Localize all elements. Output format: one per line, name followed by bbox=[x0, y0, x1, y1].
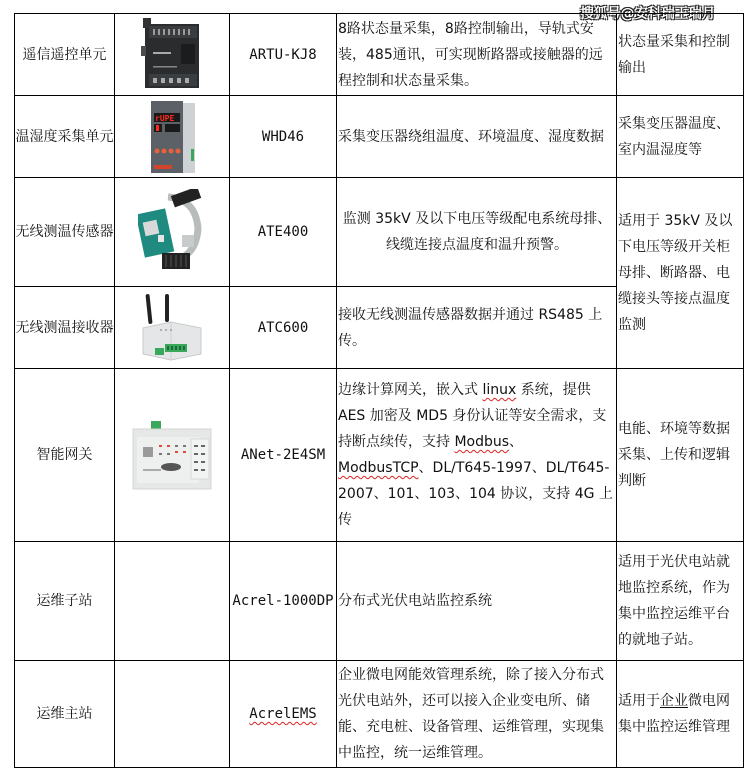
spellcheck-word: Modbus bbox=[454, 434, 510, 450]
product-image-cell bbox=[115, 178, 230, 287]
spellcheck-word: AcrelEMS bbox=[249, 706, 317, 722]
device-name: 运维主站 bbox=[15, 661, 115, 768]
table-row bbox=[15, 178, 744, 287]
description: 接收无线测温传感器数据并通过 RS485 上传。 bbox=[337, 287, 617, 369]
description-text: 边缘计算网关，嵌入式 bbox=[338, 382, 483, 398]
function: 状态量采集和控制输出 bbox=[617, 14, 744, 96]
table-row bbox=[15, 661, 744, 768]
product-image-cell bbox=[115, 287, 230, 369]
description: 8路状态量采集，8路控制输出，导轨式安装，485通讯，可实现断路器或接触器的远程控制和状态量采集。 bbox=[337, 14, 617, 96]
function: 适用于 35kV 及以下电压等级开关柜母排、断路器、电缆接头等接点温度监测 bbox=[617, 178, 744, 369]
function: 适用于光伏电站就地监控系统，作为集中监控运维平台的就地子站。 bbox=[617, 542, 744, 661]
model-number: WHD46 bbox=[230, 96, 337, 178]
product-image-cell bbox=[115, 14, 230, 96]
table-row bbox=[15, 542, 744, 661]
panel-meter-display-icon bbox=[147, 99, 197, 175]
table-row bbox=[15, 96, 744, 178]
product-image-cell-empty bbox=[115, 542, 230, 661]
smart-gateway-din-icon bbox=[129, 417, 215, 493]
meter-display-text: rUPE bbox=[155, 113, 175, 123]
wireless-temperature-sensor-clamp-icon bbox=[138, 189, 206, 275]
spellcheck-word: linux bbox=[482, 382, 517, 398]
description: 监测 35kV 及以下电压等级配电系统母排、线缆连接点温度和温升预警。 bbox=[337, 178, 617, 287]
description-text: 系统，提供 AES 加密及 MD5 身份认证等安全需求，支持断点续传，支持 bbox=[338, 382, 607, 450]
description: 采集变压器绕组温度、环境温度、湿度数据 bbox=[337, 96, 617, 178]
device-name: 温湿度采集单元 bbox=[15, 96, 115, 178]
watermark: 搜狐号@安科瑞王瑞月 bbox=[580, 6, 715, 22]
table-row bbox=[15, 369, 744, 542]
product-image-cell bbox=[115, 369, 230, 542]
description-text: 、 bbox=[509, 434, 524, 450]
function-text: 适用于 bbox=[618, 693, 660, 709]
model-number: ANet-2E4SM bbox=[230, 369, 337, 542]
device-name: 无线测温传感器 bbox=[15, 178, 115, 287]
description: 企业微电网能效管理系统，除了接入分布式光伏电站外，还可以接入企业变电所、储能、充电桩、设备管理、运维管理，实现集中监控，统一运维管理。 bbox=[337, 661, 617, 768]
product-image-cell-empty bbox=[115, 661, 230, 768]
model-number: ATC600 bbox=[230, 287, 337, 369]
description: 分布式光伏电站监控系统 bbox=[337, 542, 617, 661]
device-name: 运维子站 bbox=[15, 542, 115, 661]
device-name: 遥信遥控单元 bbox=[15, 14, 115, 96]
table-row bbox=[15, 14, 744, 96]
wireless-receiver-antenna-icon bbox=[139, 294, 205, 362]
model-number bbox=[230, 661, 337, 768]
function bbox=[617, 661, 744, 768]
spellcheck-word: ModbusTCP bbox=[338, 460, 419, 476]
product-image-cell bbox=[115, 96, 230, 178]
function: 电能、环境等数据采集、上传和逻辑判断 bbox=[617, 369, 744, 542]
product-table bbox=[14, 13, 744, 768]
description-text: 、DL/T645-1997、DL/T645-2007、101、103、104 协议，支持 4G 上传 bbox=[338, 460, 613, 528]
model-number: Acrel-1000DP bbox=[230, 542, 337, 661]
device-name: 无线测温接收器 bbox=[15, 287, 115, 369]
function: 采集变压器温度、室内温湿度等 bbox=[617, 96, 744, 178]
din-rail-io-module-icon bbox=[141, 18, 203, 92]
function-text: 微电网集中监控运维管理 bbox=[618, 693, 730, 735]
function-text-underlined: 企业 bbox=[660, 693, 688, 709]
model-number: ARTU-KJ8 bbox=[230, 14, 337, 96]
model-number: ATE400 bbox=[230, 178, 337, 287]
device-name: 智能网关 bbox=[15, 369, 115, 542]
description bbox=[337, 369, 617, 542]
